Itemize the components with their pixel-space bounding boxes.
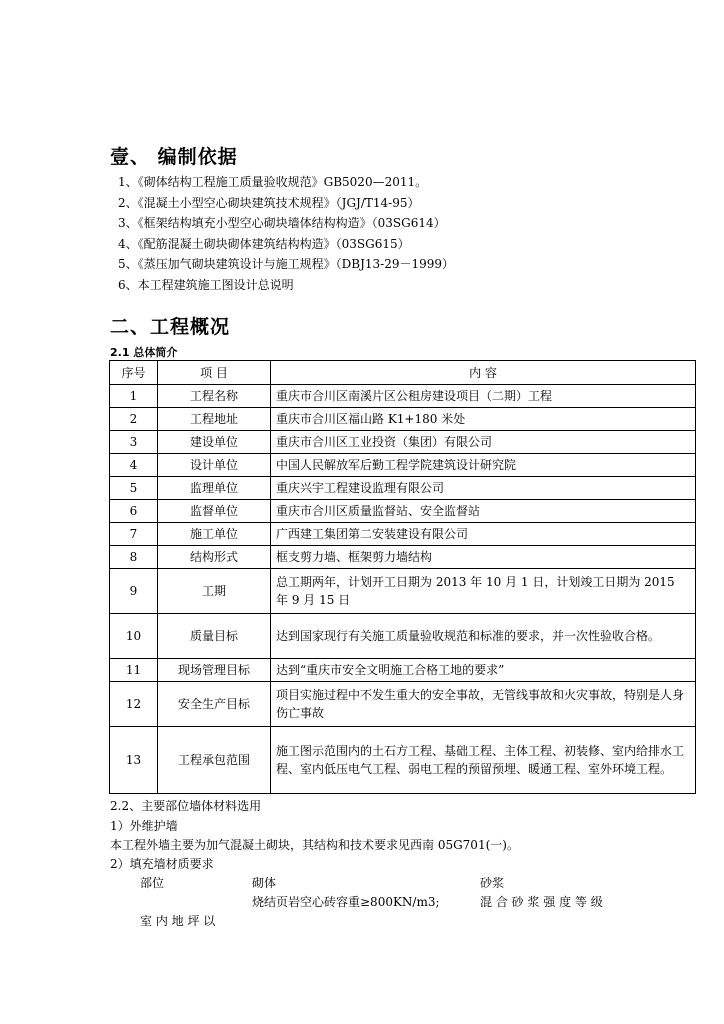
row-index: 9 [110, 569, 158, 614]
row-content: 达到“重庆市安全文明施工合格工地的要求” [271, 659, 696, 682]
basis-item: 4、《配筋混凝土砌块砌体建筑结构构造》（03SG615） [118, 236, 410, 251]
section-1-title: 壹、 编制依据 [110, 146, 238, 168]
section-2-2-title: 2.2、主要部位墙体材料选用 [110, 799, 262, 813]
material-part-value: 室 内 地 坪 以 [140, 914, 216, 928]
row-content: 重庆市合川区南溪片区公租房建设项目（二期）工程 [271, 385, 696, 408]
row-item: 监督单位 [158, 500, 271, 523]
basis-item: 2、《混凝土小型空心砌块建筑技术规程》（JGJ/T14-95） [118, 195, 420, 210]
table-row [110, 727, 696, 794]
row-content: 重庆兴宇工程建设监理有限公司 [271, 477, 696, 500]
material-mortar-value: 混 合 砂 浆 强 度 等 级 [480, 895, 603, 909]
table-row [110, 454, 696, 477]
row-index: 4 [110, 454, 158, 477]
table-row [110, 477, 696, 500]
row-content: 框支剪力墙、框架剪力墙结构 [271, 546, 696, 569]
row-content: 重庆市合川区质量监督站、安全监督站 [271, 500, 696, 523]
row-content: 达到国家现行有关施工质量验收规范和标准的要求，并一次性验收合格。 [271, 614, 696, 659]
row-content: 施工图示范围内的土石方工程、基础工程、主体工程、初装修、室内给排水工程、室内低压电气工程、弱电工程的预留预埋、暖通工程、室外环境工程。 [271, 727, 696, 794]
table-row [110, 614, 696, 659]
overview-subtitle: 2.1 总体简介 [110, 346, 178, 359]
table-row [110, 569, 696, 614]
row-index: 2 [110, 408, 158, 431]
exterior-wall-text: 本工程外墙主要为加气混凝土砌块，其结构和技术要求见西南 05G701(一)。 [110, 838, 519, 852]
row-content: 重庆市合川区福山路 K1+180 米处 [271, 408, 696, 431]
row-index: 10 [110, 614, 158, 659]
header-content: 内 容 [271, 361, 696, 385]
material-block-value: 烧结页岩空心砖容重≥800KN/m3; [252, 895, 440, 909]
table-row [110, 385, 696, 408]
row-index: 6 [110, 500, 158, 523]
table-header-row [110, 361, 696, 385]
row-item: 施工单位 [158, 523, 271, 546]
row-item: 建设单位 [158, 431, 271, 454]
row-item: 结构形式 [158, 546, 271, 569]
project-overview-table [109, 360, 696, 794]
basis-item: 1、《砌体结构工程施工质量验收规范》GB5020—2011。 [118, 175, 428, 189]
row-item: 工程地址 [158, 408, 271, 431]
row-item: 监理单位 [158, 477, 271, 500]
material-col-block: 砌体 [252, 876, 277, 890]
table-row [110, 546, 696, 569]
table-row [110, 523, 696, 546]
row-content: 广西建工集团第二安装建设有限公司 [271, 523, 696, 546]
row-index: 5 [110, 477, 158, 500]
row-index: 13 [110, 727, 158, 794]
row-index: 3 [110, 431, 158, 454]
table-row [110, 682, 696, 727]
basis-item: 5、《蒸压加气砌块建筑设计与施工规程》（DBJ13-29－1999） [118, 257, 455, 271]
row-item: 质量目标 [158, 614, 271, 659]
basis-list [118, 172, 454, 295]
row-index: 7 [110, 523, 158, 546]
material-col-part: 部位 [140, 876, 165, 890]
basis-item: 6、本工程建筑施工图设计总说明 [118, 277, 294, 292]
header-item: 项 目 [158, 361, 271, 385]
section-2-title: 二、工程概况 [110, 316, 231, 338]
infill-wall-heading: 2）填充墙材质要求 [110, 857, 214, 871]
material-col-mortar: 砂浆 [480, 876, 505, 890]
basis-item: 3、《框架结构填充小型空心砌块墙体结构构造》（03SG614） [118, 216, 446, 230]
row-content: 总工期两年，计划开工日期为 2013 年 10 月 1 日，计划竣工日期为 2015 年 9 月 15 日 [271, 569, 696, 614]
header-index: 序号 [110, 361, 158, 385]
table-row [110, 659, 696, 682]
row-index: 8 [110, 546, 158, 569]
table-row [110, 500, 696, 523]
row-content: 项目实施过程中不发生重大的安全事故，无管线事故和火灾事故，特别是人身伤亡事故 [271, 682, 696, 727]
row-content: 重庆市合川区工业投资（集团）有限公司 [271, 431, 696, 454]
row-item: 工期 [158, 569, 271, 614]
row-content: 中国人民解放军后勤工程学院建筑设计研究院 [271, 454, 696, 477]
row-item: 工程承包范围 [158, 727, 271, 794]
row-item: 安全生产目标 [158, 682, 271, 727]
row-index: 1 [110, 385, 158, 408]
row-item: 工程名称 [158, 385, 271, 408]
table-row [110, 408, 696, 431]
table-row [110, 431, 696, 454]
row-item: 设计单位 [158, 454, 271, 477]
exterior-wall-heading: 1）外维护墙 [110, 819, 178, 833]
row-index: 12 [110, 682, 158, 727]
row-item: 现场管理目标 [158, 659, 271, 682]
row-index: 11 [110, 659, 158, 682]
